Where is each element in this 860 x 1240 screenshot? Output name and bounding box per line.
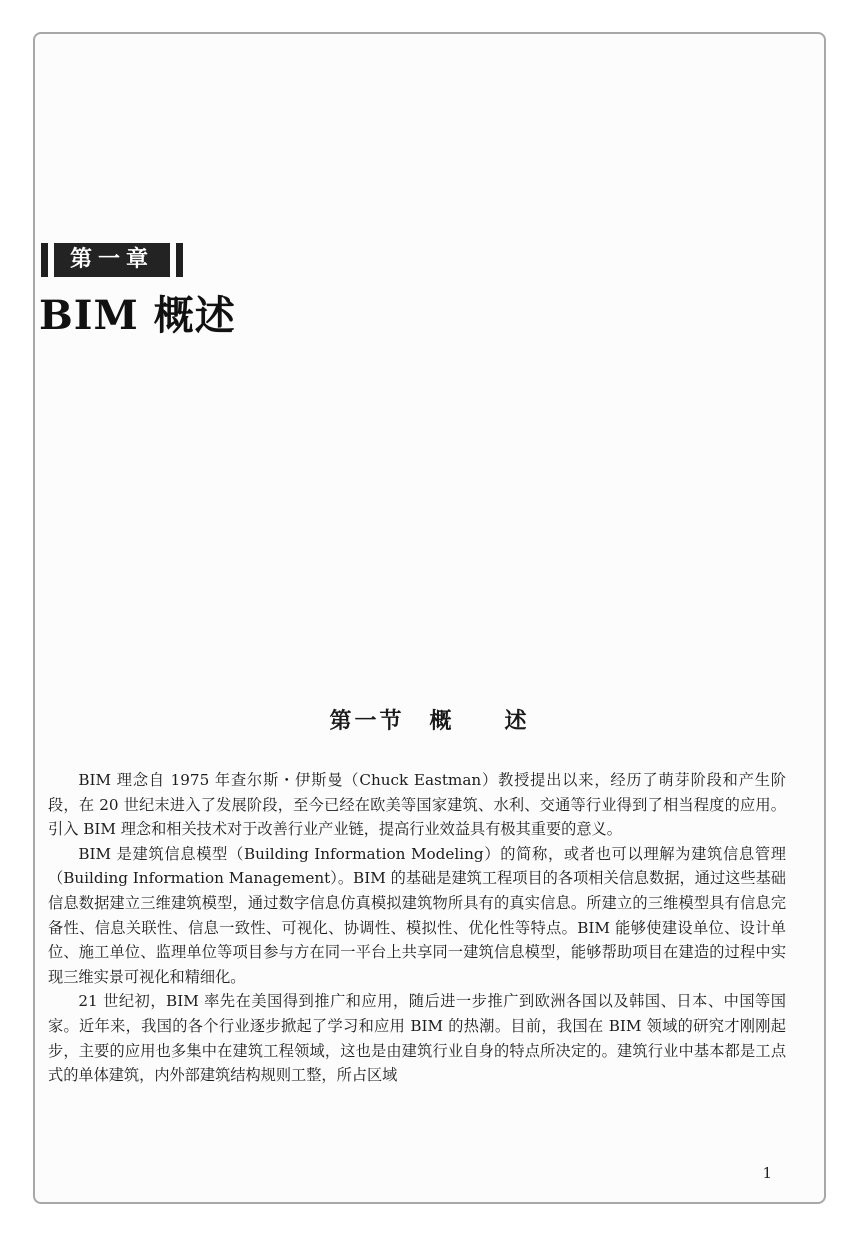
chapter-label: 第一章 <box>54 243 170 277</box>
page <box>33 32 826 1204</box>
paragraph-2: BIM 是建筑信息模型（Building Information Modeling）的简称，或者也可以理解为建筑信息管理（Building Information Management）。BIM 的基础是建筑工程项目的各项相关信息数据，通过这些基础信息数据建立三维建筑模型，通过数字信息仿真模拟建筑物所具有的真实信息。所建立的三维模型具有信息完备性、信息关联性、信息一致性、可视化、协调性、模拟性、优化性等特点。BIM 能够使建设单位、设计单位、施工单位、监理单位等项目参与方在同一平台上共享同一建筑信息模型，能够帮助项目在建造的过程中实现三维实景可视化和精细化。 <box>48 844 786 986</box>
paragraph-1: BIM 理念自 1975 年查尔斯・伊斯曼（Chuck Eastman）教授提出以来，经历了萌芽阶段和产生阶段，在 20 世纪末进入了发展阶段，至今已经在欧美等国家建筑、水利、交通等行业得到了相当程度的应用。引入 BIM 理念和相关技术对于改善行业产业链，提高行业效益具有极其重要的意义。 <box>48 771 786 839</box>
section-title: 第一节 概 述 <box>329 708 530 734</box>
badge-bar-left <box>41 243 48 277</box>
chapter-title: BIM 概述 <box>39 292 236 339</box>
body-text <box>48 768 786 1088</box>
page-number: 1 <box>762 1164 772 1182</box>
badge-bar-right <box>176 243 183 277</box>
chapter-badge <box>41 243 183 277</box>
paragraph-3: 21 世纪初，BIM 率先在美国得到推广和应用，随后进一步推广到欧洲各国以及韩国、日本、中国等国家。近年来，我国的各个行业逐步掀起了学习和应用 BIM 的热潮。目前，我国在 BIM 领域的研究才刚刚起步，主要的应用也多集中在建筑工程领域，这也是由建筑行业自身的特点所决定的。建筑行业中基本都是工点式的单体建筑，内外部建筑结构规则工整，所占区域 <box>48 992 786 1085</box>
